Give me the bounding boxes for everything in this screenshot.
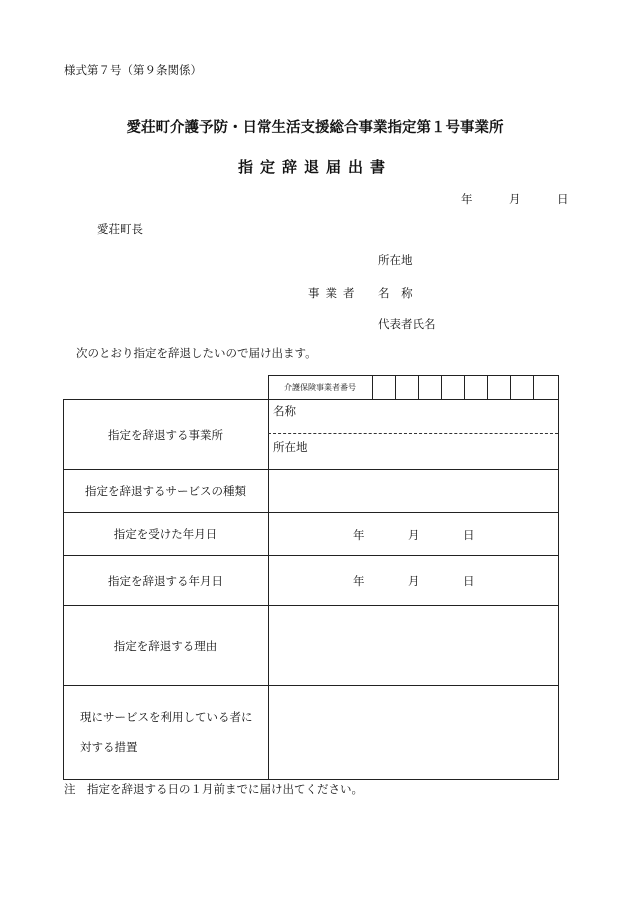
intro-text: 次のとおり指定を辞退したいので届け出ます。	[76, 346, 317, 360]
measures-label-line2: 対する措置	[80, 740, 138, 754]
measures-field[interactable]	[269, 686, 557, 779]
service-type-label: 指定を辞退するサービスの種類	[85, 484, 246, 498]
insurer-number-digit-box[interactable]	[396, 375, 418, 399]
insurer-number-digit-box[interactable]	[488, 375, 510, 399]
insurer-number-digit-box[interactable]	[442, 375, 464, 399]
insurer-number-label: 介護保険事業者番号	[284, 382, 356, 392]
document-title: 愛荘町介護予防・日常生活支援総合事業指定第１号事業所	[126, 119, 504, 136]
office-address-label: 所在地	[273, 440, 308, 454]
withdrawal-day-unit: 日	[463, 574, 475, 588]
reason-label: 指定を辞退する理由	[113, 638, 218, 653]
date-month-label: 月	[509, 192, 521, 206]
form-number: 様式第７号（第９条関係）	[64, 63, 202, 77]
applicant-group-label: 事業者	[308, 286, 361, 300]
service-type-field[interactable]	[269, 470, 557, 512]
office-label: 指定を辞退する事業所	[108, 427, 223, 442]
document-subtitle: 指定辞退届出書	[237, 158, 392, 176]
recipient: 愛荘町長	[97, 222, 143, 236]
withdrawal-date-label: 指定を辞退する年月日	[108, 573, 223, 588]
insurer-number-digit-box[interactable]	[373, 375, 395, 399]
insurer-number-digit-box[interactable]	[511, 375, 533, 399]
insurer-number-digit-box[interactable]	[419, 375, 441, 399]
date-year-label: 年	[461, 192, 473, 206]
measures-label-line1: 現にサービスを利用している者に	[80, 710, 253, 724]
date-day-label: 日	[557, 192, 569, 206]
designated-year-unit: 年	[353, 528, 365, 542]
office-name-field[interactable]	[310, 400, 557, 432]
designated-month-unit: 月	[408, 528, 420, 542]
applicant-representative-label: 代表者氏名	[378, 317, 436, 331]
designated-date-label: 指定を受けた年月日	[113, 527, 218, 541]
insurer-number-digit-box[interactable]	[534, 375, 558, 399]
footnote: 注 指定を辞退する日の１月前までに届け出てください。	[64, 782, 363, 796]
applicant-address-label: 所在地	[378, 253, 413, 267]
designated-day-unit: 日	[463, 528, 475, 542]
insurer-number-digit-box[interactable]	[465, 375, 487, 399]
reason-field[interactable]	[269, 606, 557, 685]
applicant-name-label: 名 称	[378, 286, 417, 300]
withdrawal-year-unit: 年	[353, 574, 365, 588]
withdrawal-month-unit: 月	[408, 574, 420, 588]
submission-date	[461, 191, 569, 207]
office-name-label: 名称	[273, 404, 296, 418]
office-address-field[interactable]	[320, 435, 557, 468]
